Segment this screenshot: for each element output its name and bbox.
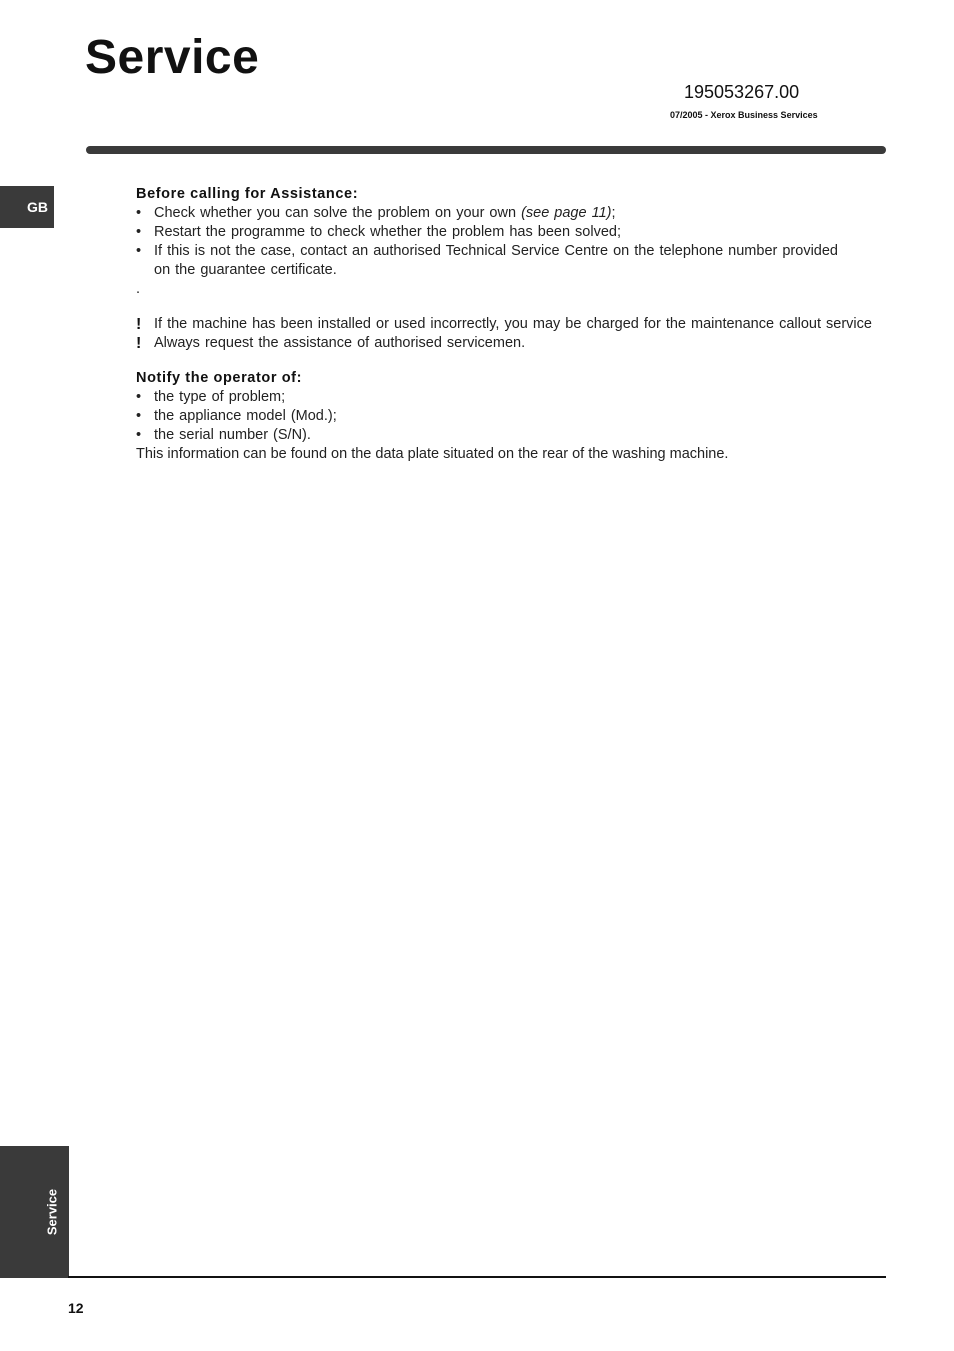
bullet: • — [136, 427, 142, 443]
bullet: • — [136, 205, 142, 221]
document-number: 195053267.00 — [684, 82, 800, 102]
list-item-text: the type of problem; — [154, 389, 286, 405]
list-item-text: If this is not the case, contact an authorised Technical Service Centre on the telephone number provided on the guarantee certificate. — [154, 243, 838, 278]
list-item — [136, 204, 883, 223]
list-item — [136, 426, 883, 445]
notify-footer: This information can be found on the data plate situated on the rear of the washing machine. — [136, 446, 729, 462]
list-item — [136, 242, 883, 280]
page-reference: (see page 11) — [521, 205, 612, 221]
list-item — [136, 223, 883, 242]
stray-dot: . — [136, 281, 141, 297]
bullet: • — [136, 243, 142, 259]
list-item-suffix: ; — [611, 205, 616, 221]
list-item-text: the appliance model (Mod.); — [154, 408, 337, 424]
list-item-text: Restart the programme to check whether the problem has been solved; — [154, 224, 621, 240]
list-item-text: the serial number (S/N). — [154, 427, 311, 443]
bullet: • — [136, 408, 142, 424]
page-title: Service — [85, 31, 260, 84]
warning-icon: ! — [136, 335, 142, 352]
notify-heading: Notify the operator of: — [136, 370, 303, 386]
bullet: • — [136, 389, 142, 405]
section-side-label: Service — [44, 1188, 60, 1236]
bullet: • — [136, 224, 142, 240]
warning-item — [136, 315, 883, 334]
warning-text: If the machine has been installed or used incorrectly, you may be charged for the maintenance callout service — [154, 316, 872, 332]
list-item-text: Check whether you can solve the problem on your own — [154, 205, 517, 221]
warning-icon: ! — [136, 316, 142, 333]
warning-item — [136, 334, 883, 353]
list-item — [136, 388, 883, 407]
list-item — [136, 407, 883, 426]
footer-rule — [68, 1276, 886, 1278]
warning-text: Always request the assistance of authorised servicemen. — [154, 335, 526, 351]
document-meta: 07/2005 - Xerox Business Services — [670, 110, 818, 120]
header-rule — [86, 146, 886, 154]
page-number: 12 — [68, 1300, 84, 1316]
language-tab: GB — [0, 186, 54, 228]
main-content — [136, 185, 883, 464]
before-calling-heading: Before calling for Assistance: — [136, 186, 359, 202]
